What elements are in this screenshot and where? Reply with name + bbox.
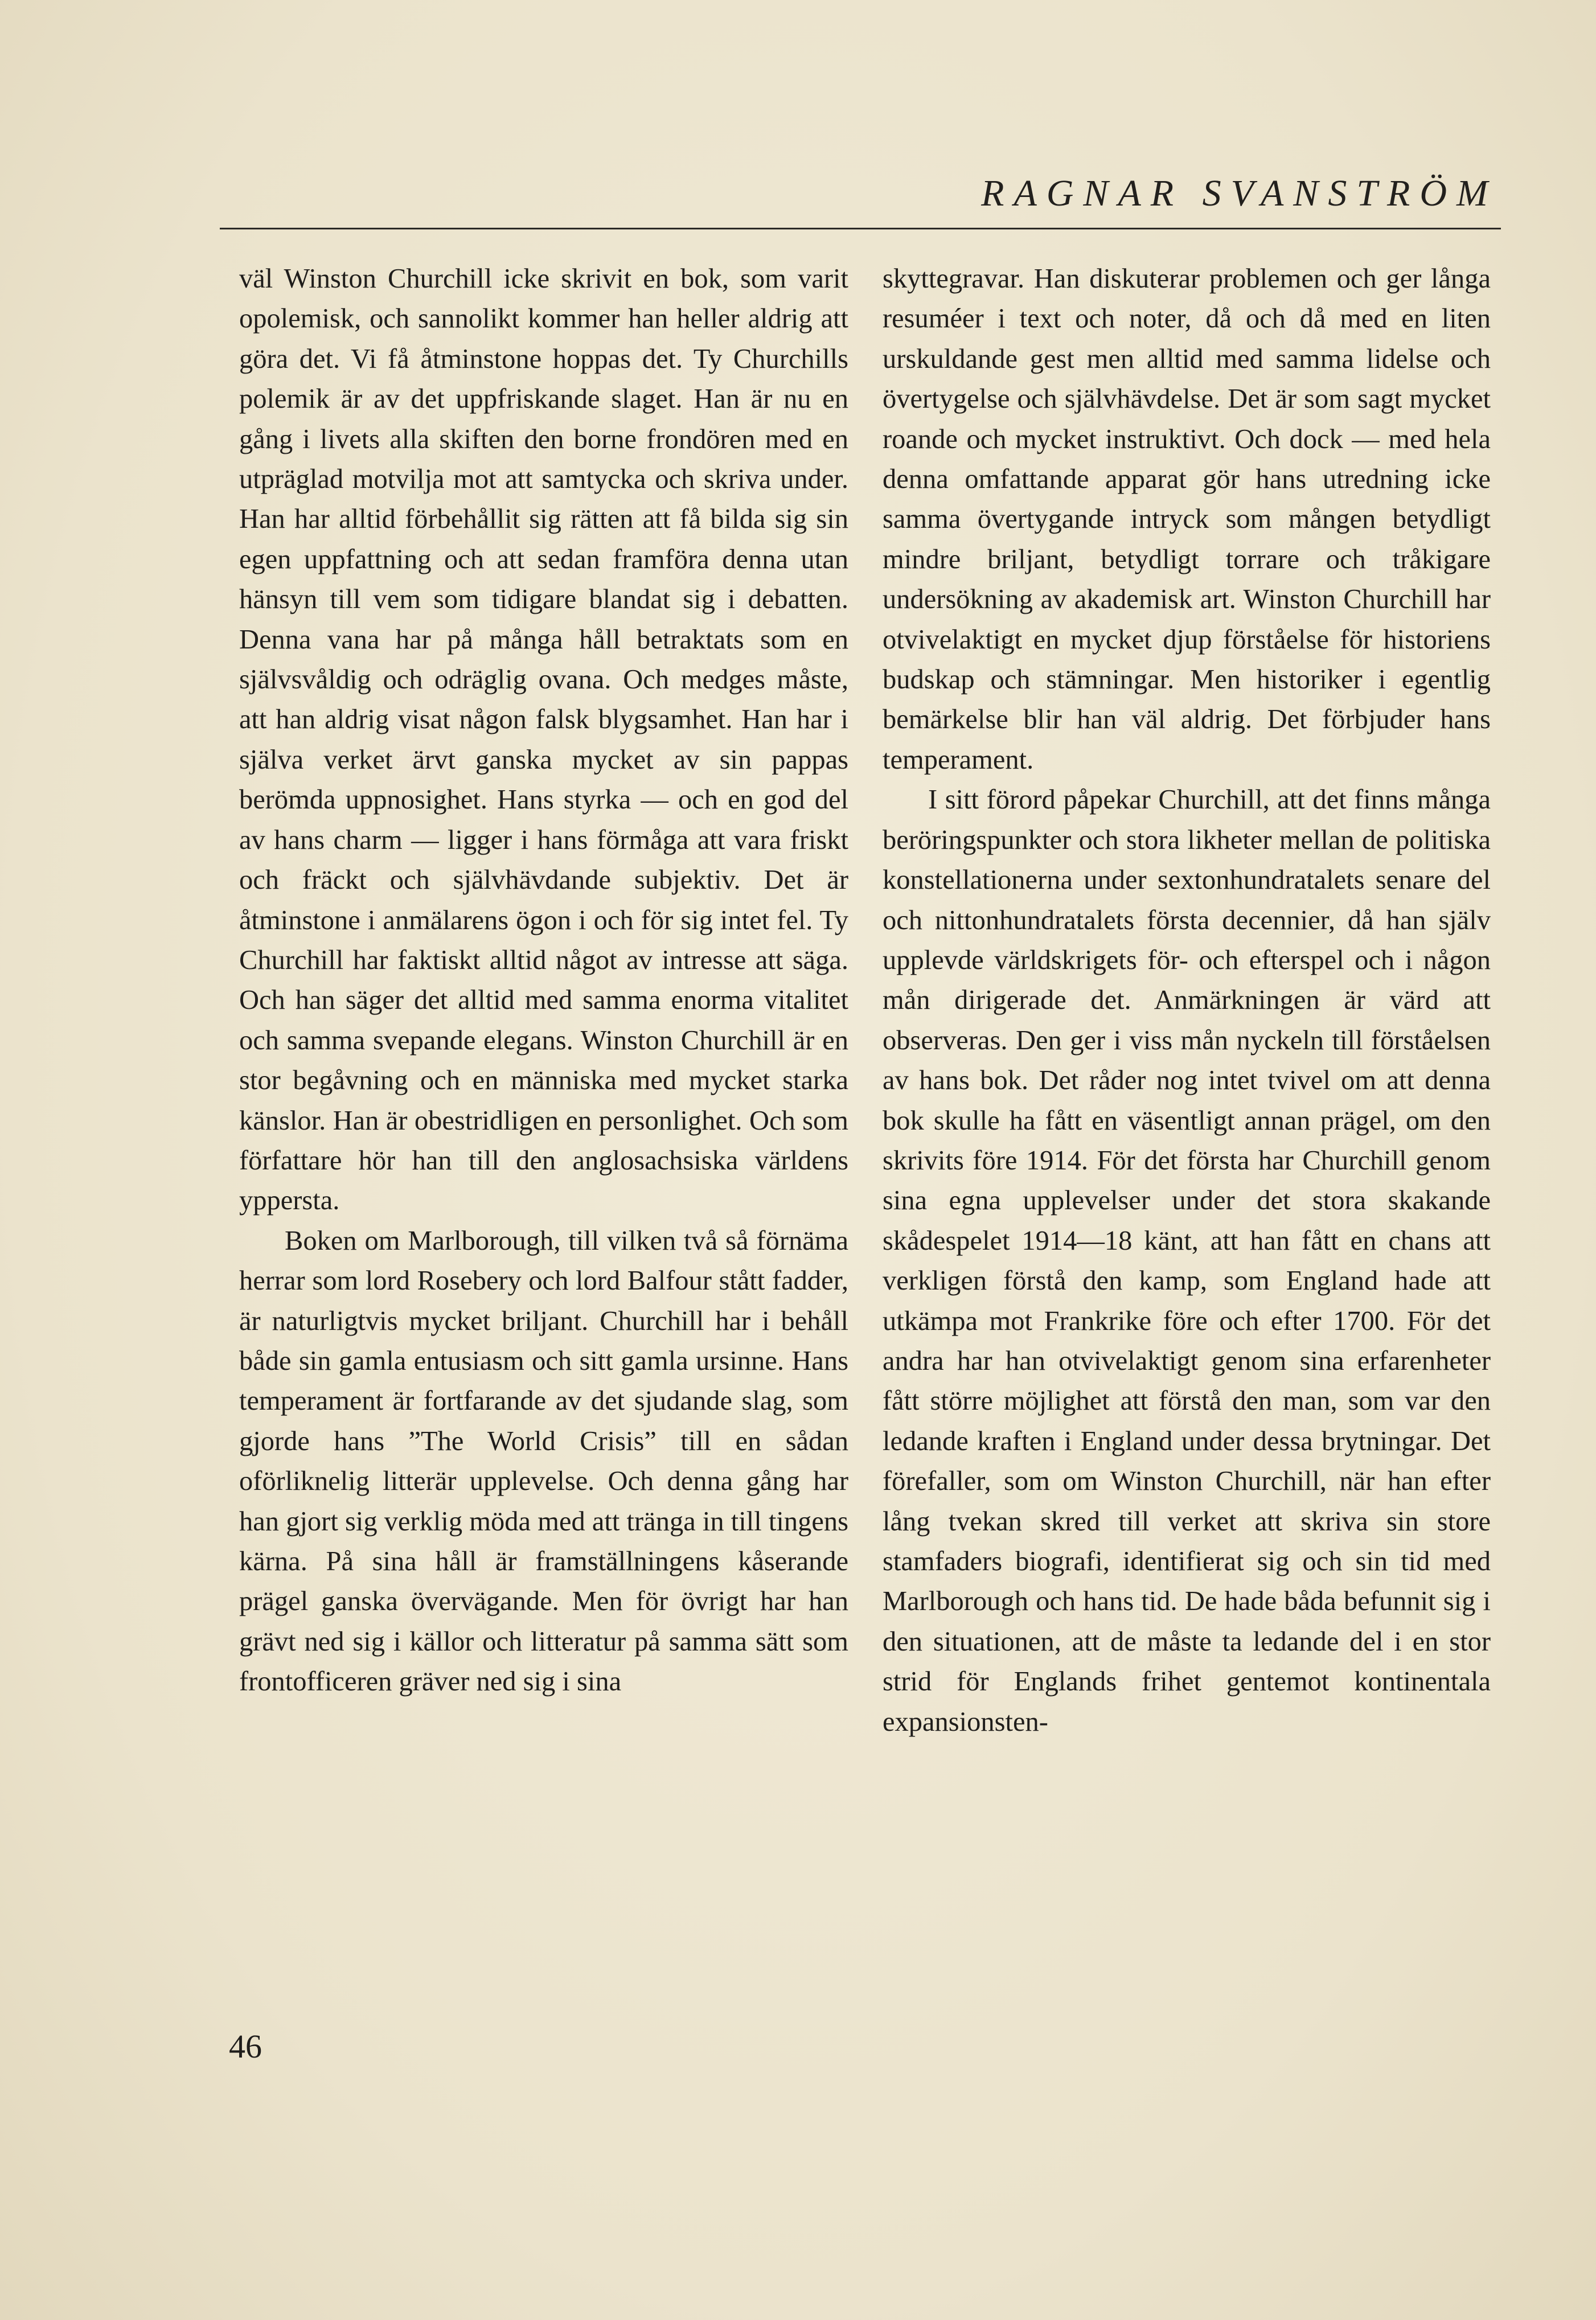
- running-head: RAGNAR SVANSTRÖM: [981, 173, 1497, 214]
- right-paragraph-1: skyttegravar. Han diskuterar problemen och ger långa resuméer i text och noter, då och då med en liten urskuldande gest men alltid med samma lidelse och övertygelse och självhävdelse. Det är som sagt mycket roande och mycket instruktivt. Och dock — med hela denna omfattande apparat gör hans utredning icke samma övertygande intryck som mången betydligt mindre briljant, betydligt torrare och tråkigare undersökning av akademisk art. Winston Churchill har otvivelaktigt en mycket djup förståelse för historiens budskap och stämningar. Men historiker i egentlig bemärkelse blir han väl aldrig. Det förbjuder hans temperament.: [883, 264, 1491, 775]
- left-paragraph-1: väl Winston Churchill icke skrivit en bok, som varit opolemisk, och sannolikt kommer han heller aldrig att göra det. Vi få åtminstone hoppas det. Ty Churchills polemik är av det uppfriskande slaget. Han är nu en gång i livets alla skiften den borne frondören med en utpräglad motvilja mot att samtycka och skriva under. Han har alltid förbehållit sig rätten att få bilda sig sin egen uppfattning och att sedan framföra denna utan hänsyn till vem som tidigare blandat sig i debatten. Denna vana har på många håll betraktats som en självsvåldig och odräglig ovana. Och medges måste, att han aldrig visat någon falsk blygsamhet. Han har i själva verket ärvt ganska mycket av sin pappas berömda uppnosighet. Hans styrka — och en god del av hans charm — ligger i hans förmåga att vara friskt och fräckt och självhävdande subjektiv. Det är åtminstone i anmälarens ögon i och för sig intet fel. Ty Churchill har faktiskt alltid något av intresse att säga. Och han säger det alltid med samma enorma vitalitet och samma svepande elegans. Winston Churchill är en stor begåvning och en människa med mycket starka känslor. Han är obestridligen en personlighet. Och som författare hör han till den anglosachsiska världens yppersta.: [239, 264, 848, 1216]
- left-column: [239, 259, 848, 1702]
- right-paragraph-2: I sitt förord påpekar Churchill, att det finns många beröringspunkter och stora likheter mellan de politiska konstellationerna under sextonhundratalets senare del och nittonhundratalets första decennier, då han själv upplevde världskrigets för- och efterspel och i någon mån dirigerade det. Anmärkningen är värd att observeras. Den ger i viss mån nyckeln till förståelsen av hans bok. Det råder nog intet tvivel om att denna bok skulle ha fått en väsentligt annan prägel, om den skrivits före 1914. För det första har Churchill genom sina egna upplevelser under det stora skakande skådespelet 1914—18 känt, att han fått en chans att verkligen förstå den kamp, som England hade att utkämpa mot Frankrike före och efter 1700. För det andra har han otvivelaktigt genom sina erfarenheter fått större möjlighet att förstå den man, som var den ledande kraften i England under dessa brytningar. Det förefaller, som om Winston Churchill, när han efter lång tvekan skred till verket att skriva sin store stamfaders biografi, identifierat sig och sin tid med Marlborough och hans tid. De hade båda befunnit sig i den situationen, att de måste ta ledande del i en stor strid för Englands frihet gentemot kontinentala expansionsten-: [883, 785, 1491, 1737]
- left-paragraph-2: Boken om Marlborough, till vilken två så förnäma herrar som lord Rosebery och lord Balfour stått fadder, är naturligtvis mycket briljant. Churchill har i behåll både sin gamla entusiasm och sitt gamla ursinne. Hans temperament är fortfarande av det sjudande slag, som gjorde hans ”The World Crisis” till en sådan oförliknelig litterär upplevelse. Och denna gång har han gjort sig verklig möda med att tränga in till tingens kärna. På sina håll är framställningens kåserande prägel ganska övervägande. Men för övrigt har han grävt ned sig i källor och litteratur på samma sätt som frontofficeren gräver ned sig i sina: [239, 1225, 848, 1697]
- right-column: [883, 259, 1491, 1742]
- header-rule: [220, 228, 1501, 229]
- page-number: 46: [229, 2028, 262, 2065]
